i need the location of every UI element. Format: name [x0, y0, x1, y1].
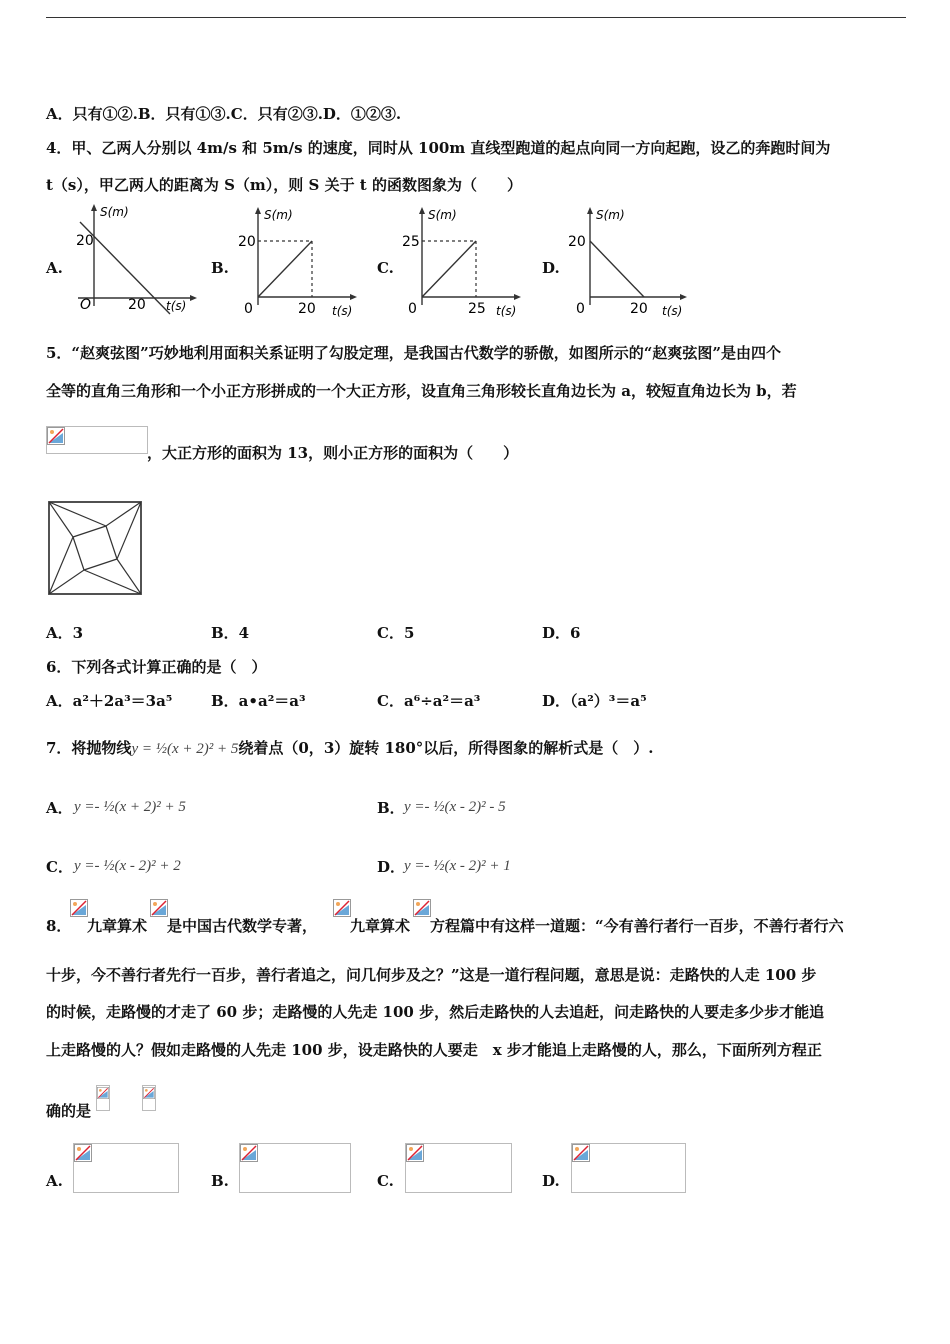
graph-c-ytick: 25 [402, 234, 420, 250]
graph-d-xtick: 20 [630, 301, 648, 317]
q8-option-b-image [239, 1143, 351, 1193]
q4-label-c: C. [377, 259, 394, 277]
q4-label-a: A. [46, 259, 63, 277]
graph-d-origin: 0 [576, 301, 585, 317]
broken-image-icon [143, 1086, 155, 1100]
q7-label-a: A． [46, 799, 73, 817]
broken-image [46, 426, 148, 454]
q8-option-d-image [571, 1143, 686, 1193]
q7-stem [46, 737, 654, 758]
graph-d-xlabel: t(s) [662, 304, 683, 318]
graph-c-xlabel: t(s) [496, 304, 517, 318]
q5-option-c: C．5 [377, 624, 415, 642]
broken-image-icon [47, 427, 65, 445]
q7-label-d: D． [377, 858, 406, 876]
q8-p3: 是中国古代数学专著， [167, 917, 318, 935]
q7-option-b: y =- ½(x - 2)² - 5 [404, 799, 506, 815]
broken-image-icon [74, 1144, 92, 1162]
q8-option-a-image [73, 1143, 179, 1193]
q8-label-c: C. [377, 1172, 394, 1190]
broken-image-icon [413, 899, 431, 917]
q4-stem-line2: t（s），甲乙两人的距离为 S（m），则 S 关于 t 的函数图象为（ ） [46, 176, 522, 194]
q5-option-d: D．6 [542, 624, 581, 642]
q6-option-c: C．a⁶÷a²＝a³ [377, 692, 481, 710]
q7-label-b: B． [377, 799, 405, 817]
q6-option-d: D．（a²）³＝a⁵ [542, 692, 647, 710]
q8-label-d: D. [542, 1172, 560, 1190]
q7-option-d: y =- ½(x - 2)² + 1 [404, 858, 511, 874]
q4-label-b: B. [211, 259, 229, 277]
q8-line5: 确的是 [46, 1102, 92, 1120]
broken-image-icon [97, 1086, 109, 1100]
q8-line2: 十步，今不善行者先行一百步，善行者追之，问几何步及之？”这是一道行程问题，意思是说：走路快的人走 100 步 [46, 966, 817, 984]
q8-line4: 上走路慢的人？假如走路慢的人先走 100 步，设走路快的人要走 x 步才能追上走路慢的人，那么，下面所列方程正 [46, 1041, 822, 1059]
graph-c-origin: 0 [408, 301, 417, 317]
graph-c-xtick: 25 [468, 301, 486, 317]
graph-b-xlabel: t(s) [332, 304, 353, 318]
graph-a-xlabel: t(s) [166, 299, 187, 313]
q8-book-title-1: 九章算术 [87, 917, 148, 935]
q8-label-b: B. [211, 1172, 229, 1190]
graph-b-ytick: 20 [238, 234, 256, 250]
q6-stem: 6．下列各式计算正确的是（ ） [46, 658, 267, 676]
q5-stem-line2: 全等的直角三角形和一个小正方形拼成的一个大正方形，设直角三角形较长直角边长为 a，较短直角边长为 b，若 [46, 382, 797, 400]
q5-stem-line3: ，大正方形的面积为 13，则小正方形的面积为（ ） [147, 444, 519, 462]
graph-b-origin: 0 [244, 301, 253, 317]
broken-image-icon [333, 899, 351, 917]
q8-p5: 方程篇中有这样一道题：“今有善行者行一百步，不善行者行六 [430, 917, 844, 935]
q3-options: A．只有①②.B．只有①③.C．只有②③.D．①②③. [46, 105, 402, 123]
q7-stem-b: 绕着点（0，3）旋转 180°以后，所得图象的解析式是（ ）. [238, 739, 654, 757]
graph-a-origin: O [80, 297, 92, 313]
q7-label-c: C． [46, 858, 73, 876]
q4-graph-a [70, 202, 200, 322]
q6-option-b: B．a•a²＝a³ [211, 692, 306, 710]
q5-option-b: B．4 [211, 624, 250, 642]
broken-image [142, 1085, 156, 1111]
q8-label-a: A. [46, 1172, 63, 1190]
q7-stem-a: 7．将抛物线 [46, 739, 132, 757]
graph-c-ylabel: S(m) [428, 208, 457, 222]
q8-p1: 8． [46, 917, 72, 935]
q5-option-a: A．3 [46, 624, 84, 642]
graph-a-ytick: 20 [76, 233, 94, 249]
q7-option-c: y =- ½(x - 2)² + 2 [74, 858, 181, 874]
broken-image-icon [572, 1144, 590, 1162]
q8-line3: 的时候，走路慢的才走了 60 步；走路慢的人先走 100 步，然后走路快的人去追赶，问走路快的人要走多少步才能追 [46, 1003, 825, 1021]
graph-d-ylabel: S(m) [596, 208, 625, 222]
header-rule [46, 17, 906, 18]
q7-stem-expr: y = ½(x + 2)² + 5 [131, 741, 239, 757]
zhao-shuang-diagram [48, 501, 142, 595]
graph-a-ylabel: S(m) [100, 205, 129, 219]
graph-b-xtick: 20 [298, 301, 316, 317]
graph-d-ytick: 20 [568, 234, 586, 250]
q4-stem-line1: 4．甲、乙两人分别以 4m/s 和 5m/s 的速度，同时从 100m 直线型跑道的起点向同一方向起跑，设乙的奔跑时间为 [46, 139, 831, 157]
broken-image-icon [150, 899, 168, 917]
graph-b-ylabel: S(m) [264, 208, 293, 222]
q7-option-a: y =- ½(x + 2)² + 5 [74, 799, 186, 815]
broken-image-icon [70, 899, 88, 917]
q6-option-a: A．a²＋2a³＝3a⁵ [46, 692, 173, 710]
broken-image [96, 1085, 110, 1111]
q4-label-d: D. [542, 259, 560, 277]
q5-stem-line1: 5．“赵爽弦图”巧妙地利用面积关系证明了勾股定理，是我国古代数学的骄傲，如图所示的“赵爽弦图”是由四个 [46, 344, 781, 362]
q4-graph-c [400, 205, 530, 325]
q8-book-title-2: 九章算术 [350, 917, 411, 935]
q4-graph-b [236, 205, 366, 325]
broken-image-icon [240, 1144, 258, 1162]
q4-graph-d [566, 205, 696, 325]
q8-option-c-image [405, 1143, 512, 1193]
graph-a-xtick: 20 [128, 297, 146, 313]
broken-image-icon [406, 1144, 424, 1162]
